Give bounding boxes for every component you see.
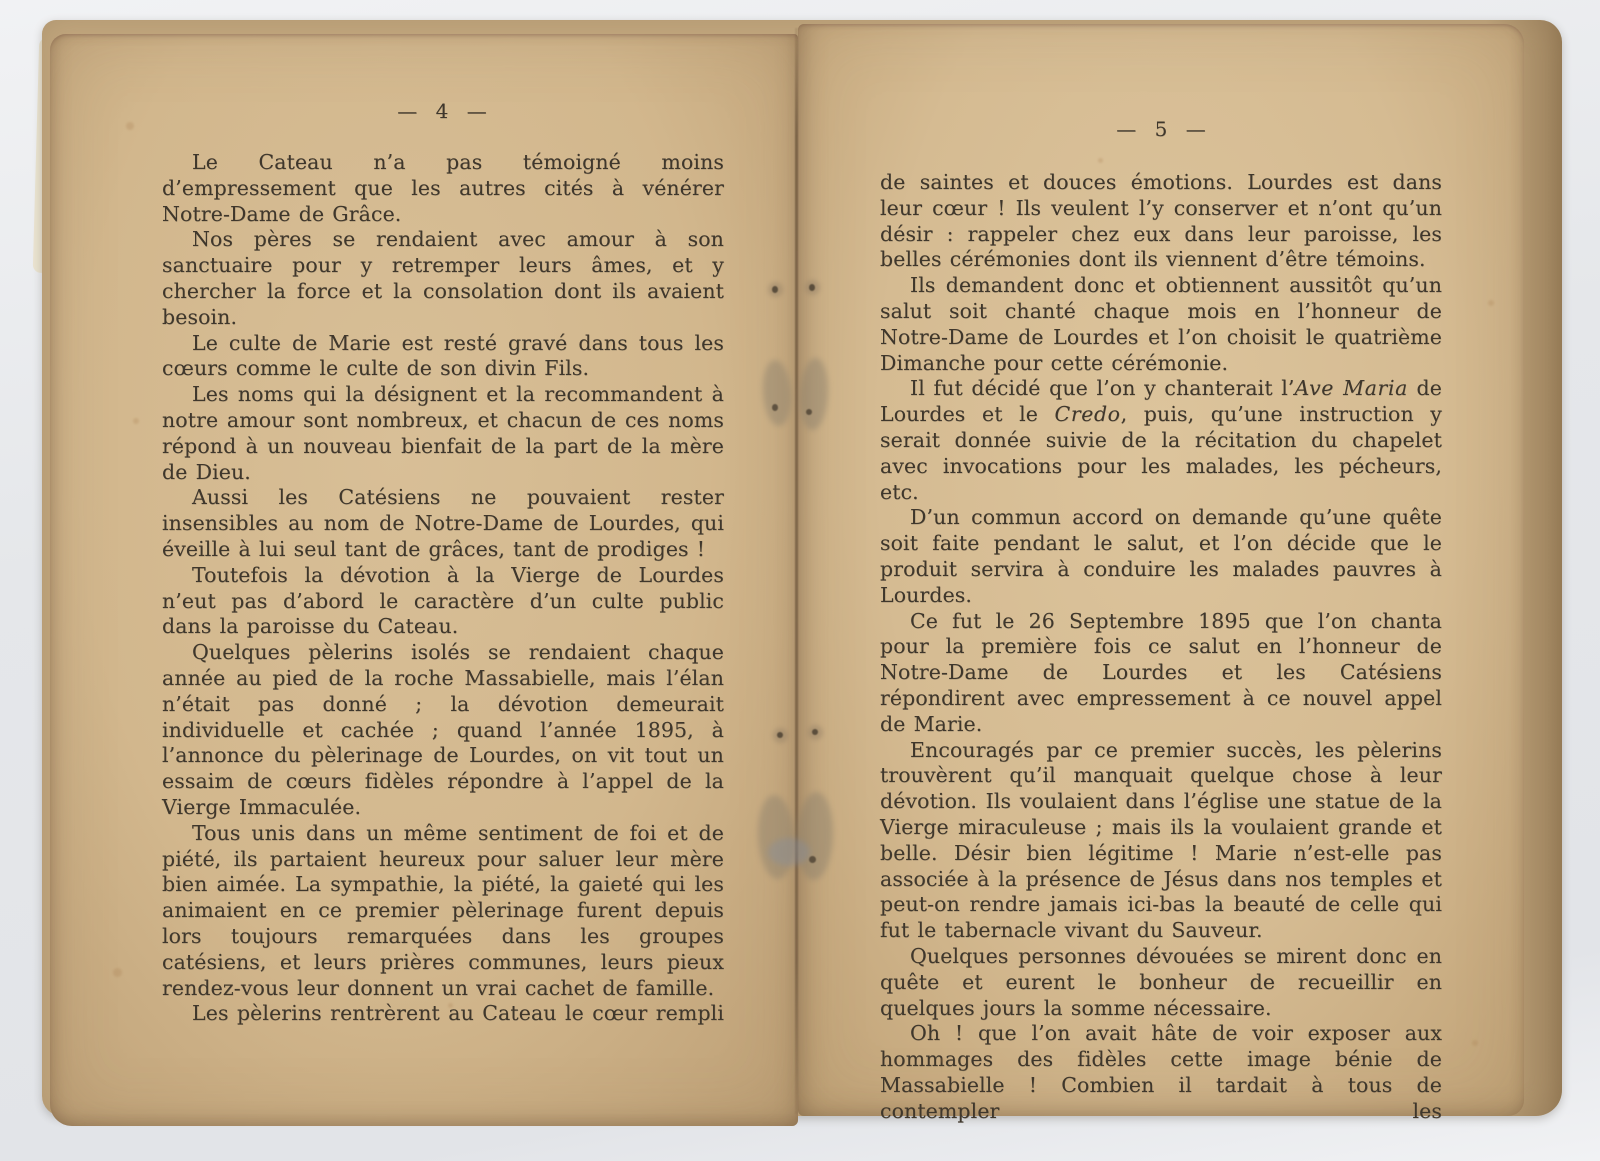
text-run: Oh ! que l’on avait hâte de voir exposer aux hommages des fidèles cette image bénie de Massabielle ! Combien il tardait à tous de contempler les	[880, 1021, 1442, 1123]
page-number-5: — 5 —	[1116, 117, 1206, 141]
text-run: Quelques pèlerins isolés se rendaient chaque année au pied de la roche Massabielle, mais l’élan n’était pas donné ; la dévotion demeurait individuelle et cachée ; quand l’année 1895, à l’annonce du pèlerinage de Lourdes, on vit tout un essaim de cœurs fidèles répondre à l’appel de la Vierge Immaculée.	[162, 640, 724, 819]
foxing-spot	[940, 1058, 945, 1063]
foxing-spot	[448, 1003, 453, 1008]
paragraph	[880, 273, 1442, 376]
page-number-4: — 4 —	[397, 99, 487, 123]
text-run: Tous unis dans un même sentiment de foi et de piété, ils partaient heureux pour saluer leur mère bien aimée. La sympathie, la piété, la gaieté qui les animaient en ce premier pèlerinage furent depuis lors toujours remarquées dans les groupes catésiens, et leurs prières communes, leurs pieux rendez-vous leur donnent un vrai cachet de famille.	[162, 820, 724, 1000]
foxing-spot	[113, 968, 122, 977]
text-run: Aussi les Catésiens ne pouvaient rester insensibles au nom de Notre-Dame de Lourdes, qui éveille à lui seul tant de grâces, tant de prodiges !	[162, 485, 724, 561]
foxing-spot	[1488, 300, 1494, 306]
paragraph	[162, 640, 724, 821]
text-run: Ils demandent donc et obtiennent aussitôt qu’un salut soit chanté chaque mois en l’honneur de Notre-Dame de Lourdes et l’on choisit le quatrième Dimanche pour cette cérémonie.	[880, 273, 1442, 375]
text-run: Le Cateau n’a pas témoigné moins d’empressement que les autres cités à vénérer Notre-Dame de Grâce.	[162, 150, 724, 226]
text-run: Les noms qui la désignent et la recommandent à notre amour sont nombreux, et chacun de ces noms répond à un nouveau bienfait de la part de la mère de Dieu.	[162, 382, 724, 484]
paragraph	[162, 485, 724, 562]
paragraph	[162, 227, 724, 330]
text-run: Ce fut le 26 Septembre 1895 que l’on chanta pour la première fois ce salut en l’honneur de Notre-Dame de Lourdes et les Catésiens répondirent avec empressement à ce nouvel appel de Marie.	[880, 608, 1442, 736]
page-5	[798, 24, 1524, 1123]
text-run: D’un commun accord on demande qu’une quête soit faite pendant le salut, et l’on décide que le produit servira à conduire les malades pauvres à Lourdes.	[880, 505, 1442, 607]
paragraph	[880, 609, 1442, 738]
gutter-crease	[795, 28, 798, 1114]
text-run: , puis, qu’une instruction y serait donnée suivie de la récitation du chapelet avec invocations pour les malades, les pécheurs, etc.	[880, 402, 1442, 504]
staple-mark	[777, 732, 783, 738]
text-run: Le culte de Marie est resté gravé dans tous les cœurs comme le culte de son divin Fils.	[162, 330, 724, 381]
text-run: Quelques personnes dévouées se mirent donc en quête et eurent le bonheur de recueillir en quelques jours la somme nécessaire.	[880, 943, 1442, 1020]
paragraph	[162, 150, 724, 227]
staple-mark	[772, 286, 778, 293]
paragraph	[162, 331, 724, 383]
italic-text: Ave Maria	[1294, 376, 1408, 401]
text-run: de saintes et douces émotions. Lourdes est dans leur cœur ! Ils veulent l’y conserver et n’ont qu’un désir : rappeler chez eux dans leur paroisse, les belles cérémonies dont ils viennent d’être témoins.	[880, 170, 1442, 272]
staple-mark	[809, 284, 815, 291]
text-run: Encouragés par ce premier succès, les pèlerins trouvèrent qu’il manquait quelque chose à leur dévotion. Ils voulaient dans l’église une statue de la Vierge miraculeuse ; mais ils la voulaient grande et belle. Désir bien légitime ! Marie n’est-elle pas associée à la présence de Jésus dans nos temples et peut-on rendre jamais ici-bas la beauté de celle qui fut le tabernacle vivant du Sauveur.	[880, 737, 1442, 943]
italic-text: Credo	[1054, 402, 1121, 427]
ink-speck	[806, 409, 812, 415]
ink-speck	[772, 404, 778, 411]
foxing-spot	[126, 122, 134, 130]
paragraph	[880, 505, 1442, 608]
text-run: Nos pères se rendaient avec amour à son sanctuaire pour y retremper leurs âmes, et y chercher la force et la consolation dont ils avaient besoin.	[162, 227, 724, 329]
paragraph	[880, 376, 1442, 505]
staple-mark	[812, 729, 818, 735]
page-4	[50, 34, 798, 1126]
foxing-spot	[1098, 158, 1103, 163]
paragraph	[162, 1001, 724, 1027]
paragraph	[880, 738, 1442, 944]
page-4-text	[162, 150, 724, 1027]
paragraph	[880, 944, 1442, 1021]
page-5-text	[880, 170, 1442, 1124]
text-run: Les pèlerins rentrèrent au Cateau le cœur rempli	[192, 1001, 724, 1026]
foxing-spot	[1472, 1040, 1478, 1046]
paragraph	[162, 821, 724, 1002]
text-run: Il fut décidé que l’on y chanterait l’	[910, 376, 1295, 401]
foxing-spot	[133, 418, 139, 424]
text-run: Toutefois la dévotion à la Vierge de Lourdes n’eut pas d’abord le caractère d’un culte public dans la paroisse du Cateau.	[162, 562, 724, 639]
ink-speck	[809, 856, 816, 863]
text-run: de Lourdes et le	[880, 376, 1442, 427]
paragraph	[162, 382, 724, 485]
paragraph	[880, 1021, 1442, 1124]
blue-ink-smudge	[768, 838, 810, 866]
paragraph	[880, 170, 1442, 273]
paragraph	[162, 563, 724, 640]
